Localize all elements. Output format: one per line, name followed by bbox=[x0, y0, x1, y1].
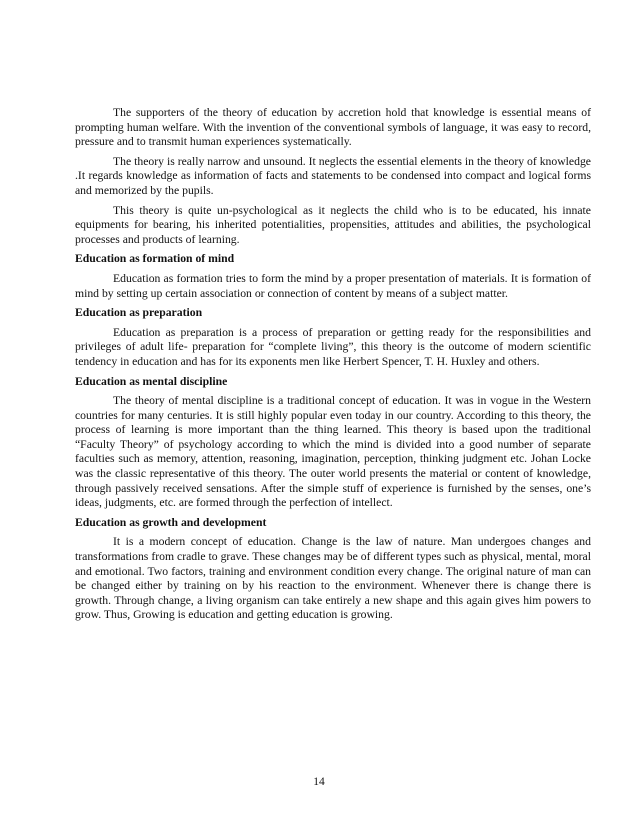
intro-paragraph-1: The supporters of the theory of education by accretion hold that knowledge is essential means of prompting human welfare. With the invention of the conventional symbols of language, it was easy to record, pressure and to transmit human experiences systematically. bbox=[75, 106, 591, 149]
formation-of-mind-paragraph: Education as formation tries to form the mind by a proper presentation of materials. It is formation of mind by setting up certain association or connection of content by means of a subject matter. bbox=[75, 271, 591, 300]
page-number: 14 bbox=[313, 776, 325, 788]
growth-and-development-paragraph: It is a modern concept of education. Change is the law of nature. Man undergoes changes and transformations from cradle to grave. These changes may be of different types such as physical, mental, moral and emotional. Two factors, training and environment condition every change. The original nature of man can be changed either by training on by his reaction to the environment. Whenever there is change there is growth. Through change, a living organism can take entirely a new shape and this again gives him powers to grow. Thus, Growing is education and getting education is growing. bbox=[75, 535, 591, 622]
intro-paragraph-2: The theory is really narrow and unsound. It neglects the essential elements in the theory of knowledge .It regards knowledge as information of facts and statements to be condensed into compact and logical forms and memorized by the pupils. bbox=[75, 154, 591, 197]
preparation-paragraph: Education as preparation is a process of preparation or getting ready for the responsibilities and privileges of adult life- preparation for “complete living”, this theory is the outcome of modern scientific tendency in education and has for its exponents men like Herbert Spencer, T. H. Huxley and others. bbox=[75, 325, 591, 368]
section-heading-preparation: Education as preparation bbox=[75, 306, 203, 320]
section-heading-mental-discipline: Education as mental discipline bbox=[75, 374, 228, 388]
document-page bbox=[75, 106, 591, 628]
mental-discipline-paragraph: The theory of mental discipline is a traditional concept of education. It was in vogue in the Western countries for many centuries. It is still highly popular even today in our country. According to this theory, the process of learning is more important than the thing learned. This theory is based upon the traditional “Faculty Theory” of psychology according to which the mind is divided into a good number of separate faculties such as memory, attention, reasoning, imagination, perception, thinking judgment etc. Johan Locke was the classic representative of this theory. The outer world presents the material or content of knowledge, through passively received sensations. After the simple stuff of experience is furnished by the senses, one’s ideas, judgments, etc. are formed through the perfection of intellect. bbox=[75, 394, 591, 510]
section-heading-growth-and-development: Education as growth and development bbox=[75, 515, 267, 529]
section-heading-formation-of-mind: Education as formation of mind bbox=[75, 252, 235, 266]
intro-paragraph-3: This theory is quite un-psychological as it neglects the child who is to be educated, his innate equipments for bearing, his inherited potentialities, propensities, attitudes and abilities, the psychological processes and products of learning. bbox=[75, 203, 591, 246]
